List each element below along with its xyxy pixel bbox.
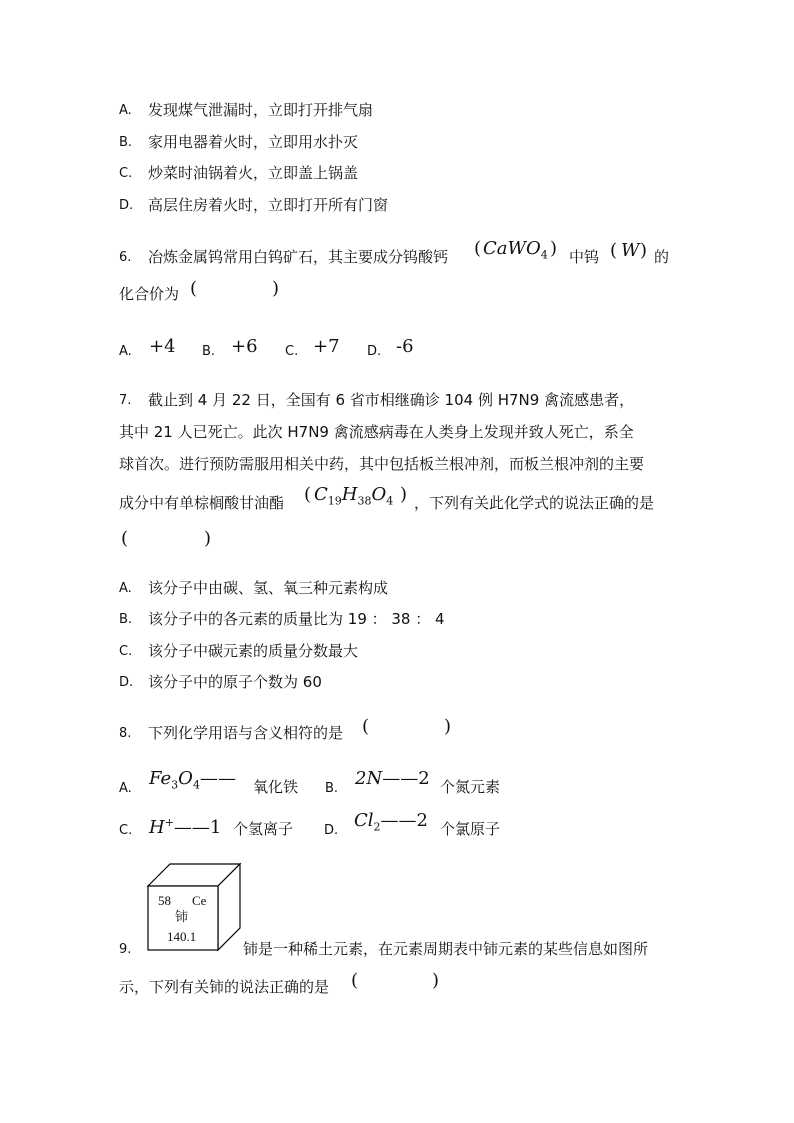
q6-option-c-label: C. bbox=[285, 344, 299, 359]
q7-line1: 截止到 4 月 22 日，全国有 6 省市相继确诊 104 例 H7N9 禽流感患者， bbox=[148, 391, 635, 409]
q7-option-b-label: B. bbox=[119, 612, 133, 627]
q6-option-b-value: +6 bbox=[231, 336, 258, 357]
q8-c-sym: H bbox=[149, 817, 165, 838]
q7-option-c-label: C. bbox=[119, 644, 133, 659]
q8-number: 8. bbox=[119, 726, 132, 741]
q7-formula-o: O bbox=[371, 484, 387, 505]
q8-option-b-formula bbox=[355, 768, 430, 790]
q8-option-a-formula bbox=[149, 768, 236, 797]
q5-option-c-text: 炒菜时油锅着火，立即盖上锅盖 bbox=[148, 164, 359, 182]
q7-formula-open-paren: ( bbox=[304, 484, 312, 505]
cube-symbol: Ce bbox=[192, 893, 207, 908]
q5-option-b-text: 家用电器着火时，立即用水扑灭 bbox=[148, 133, 359, 151]
cube-atomic-mass: 140.1 bbox=[167, 929, 197, 944]
cube-element-name: 铈 bbox=[175, 910, 189, 925]
cube-atomic-number: 58 bbox=[158, 893, 171, 908]
q9-line1: 铈是一种稀土元素，在元素周期表中铈元素的某些信息如图所 bbox=[243, 940, 649, 958]
q6-element-close-paren: ) bbox=[640, 240, 648, 261]
q8-d-sub1: 2 bbox=[373, 820, 381, 834]
q8-option-c-label: C. bbox=[119, 823, 133, 838]
q7-option-d-text: 该分子中的原子个数为 60 bbox=[148, 673, 322, 691]
q5-option-a-label: A. bbox=[119, 103, 132, 118]
q6-option-a-value: +4 bbox=[149, 336, 176, 357]
q8-option-c-formula bbox=[149, 812, 221, 839]
q8-a-dash: —— bbox=[199, 768, 236, 789]
q6-option-a-label: A. bbox=[119, 344, 132, 359]
q7-option-a-text: 该分子中由碳、氢、氧三种元素构成 bbox=[148, 579, 389, 597]
q6-stem-line2: 化合价为 bbox=[119, 285, 180, 303]
q7-line2: 其中 21 人已死亡。此次 H7N9 禽流感病毒在人类身上发现并致人死亡，系全 bbox=[119, 423, 634, 441]
q7-line4-post: ，下列有关此化学式的说法正确的是 bbox=[414, 494, 655, 512]
q6-answer-open-paren: ( bbox=[190, 278, 198, 299]
q8-option-a-text: 氧化铁 bbox=[253, 778, 299, 796]
q5-option-d-text: 高层住房着火时，立即打开所有门窗 bbox=[148, 196, 389, 214]
q5-option-d-label: D. bbox=[119, 198, 134, 213]
q9-line2: 示，下列有关铈的说法正确的是 bbox=[119, 978, 330, 996]
q6-formula bbox=[483, 238, 548, 267]
q8-option-a-label: A. bbox=[119, 781, 132, 796]
q8-d-dash: ——2 bbox=[380, 810, 428, 831]
q8-answer-close-paren: ) bbox=[444, 716, 452, 737]
q6-option-d-value: -6 bbox=[396, 336, 414, 357]
periodic-table-cube bbox=[146, 862, 242, 952]
q8-a-sym: Fe bbox=[149, 768, 172, 789]
q8-answer-open-paren: ( bbox=[362, 716, 370, 737]
q5-option-b-label: B. bbox=[119, 135, 133, 150]
q6-number: 6. bbox=[119, 250, 132, 265]
q9-number: 9. bbox=[119, 942, 132, 957]
q6-option-d-label: D. bbox=[367, 344, 382, 359]
q6-formula-main: CaWO bbox=[483, 238, 541, 259]
q8-d-sym: Cl bbox=[354, 810, 374, 831]
q8-option-d-formula bbox=[354, 810, 428, 839]
q6-stem-part2: 中钨 bbox=[569, 248, 600, 266]
q8-c-sup: + bbox=[164, 816, 174, 829]
q6-element: W bbox=[621, 240, 640, 261]
q8-option-d-text: 个氯原子 bbox=[440, 820, 501, 838]
q8-b-sym: 2N bbox=[355, 768, 383, 789]
q6-stem-part3: 的 bbox=[654, 248, 670, 266]
q7-formula-h: H bbox=[341, 484, 358, 505]
q5-option-a-text: 发现煤气泄漏时，立即打开排气扇 bbox=[148, 101, 374, 119]
q7-option-d-label: D. bbox=[119, 675, 134, 690]
q7-option-c-text: 该分子中碳元素的质量分数最大 bbox=[148, 642, 359, 660]
q6-formula-open-paren: ( bbox=[474, 238, 482, 259]
q7-answer-close-paren: ) bbox=[204, 528, 212, 549]
q6-option-c-value: +7 bbox=[313, 336, 340, 357]
q7-formula-o-sub: 4 bbox=[386, 494, 394, 508]
q6-option-b-label: B. bbox=[202, 344, 216, 359]
q8-stem: 下列化学用语与含义相符的是 bbox=[148, 724, 344, 742]
q7-formula-h-sub: 38 bbox=[357, 494, 372, 508]
q6-element-open-paren: ( bbox=[610, 240, 618, 261]
q7-number: 7. bbox=[119, 393, 132, 408]
q7-formula-c-sub: 19 bbox=[327, 494, 342, 508]
q7-option-a-label: A. bbox=[119, 581, 132, 596]
q6-stem-part1: 冶炼金属钨常用白钨矿石，其主要成分钨酸钙 bbox=[148, 248, 449, 266]
q8-a-sym2: O bbox=[178, 768, 193, 789]
q8-a-sub1: 3 bbox=[171, 778, 179, 792]
q8-b-dash: ——2 bbox=[382, 768, 430, 789]
q8-c-dash: ——1 bbox=[173, 817, 222, 838]
q8-option-c-text: 个氢离子 bbox=[233, 820, 294, 838]
q7-option-b-text: 该分子中的各元素的质量比为 19 ： 38 ： 4 bbox=[148, 610, 445, 628]
q8-option-d-label: D. bbox=[324, 823, 339, 838]
q6-answer-close-paren: ) bbox=[272, 278, 280, 299]
q6-formula-close-paren: ) bbox=[550, 238, 558, 259]
q7-line4-pre: 成分中有单棕榈酸甘油酯 bbox=[119, 494, 285, 512]
q8-option-b-label: B. bbox=[325, 781, 339, 796]
q7-formula-c: C bbox=[314, 484, 328, 505]
q7-answer-open-paren: ( bbox=[121, 528, 129, 549]
q8-a-sub2: 4 bbox=[192, 778, 200, 792]
q9-answer-open-paren: ( bbox=[351, 970, 359, 991]
q7-formula-close-paren: ) bbox=[400, 484, 408, 505]
q9-answer-close-paren: ) bbox=[432, 970, 440, 991]
q7-line3: 球首次。进行预防需服用相关中药，其中包括板兰根冲剂，而板兰根冲剂的主要 bbox=[119, 455, 645, 473]
q5-option-c-label: C. bbox=[119, 166, 133, 181]
q6-formula-sub: 4 bbox=[540, 248, 548, 262]
q7-formula bbox=[314, 484, 393, 513]
q8-option-b-text: 个氮元素 bbox=[440, 778, 501, 796]
